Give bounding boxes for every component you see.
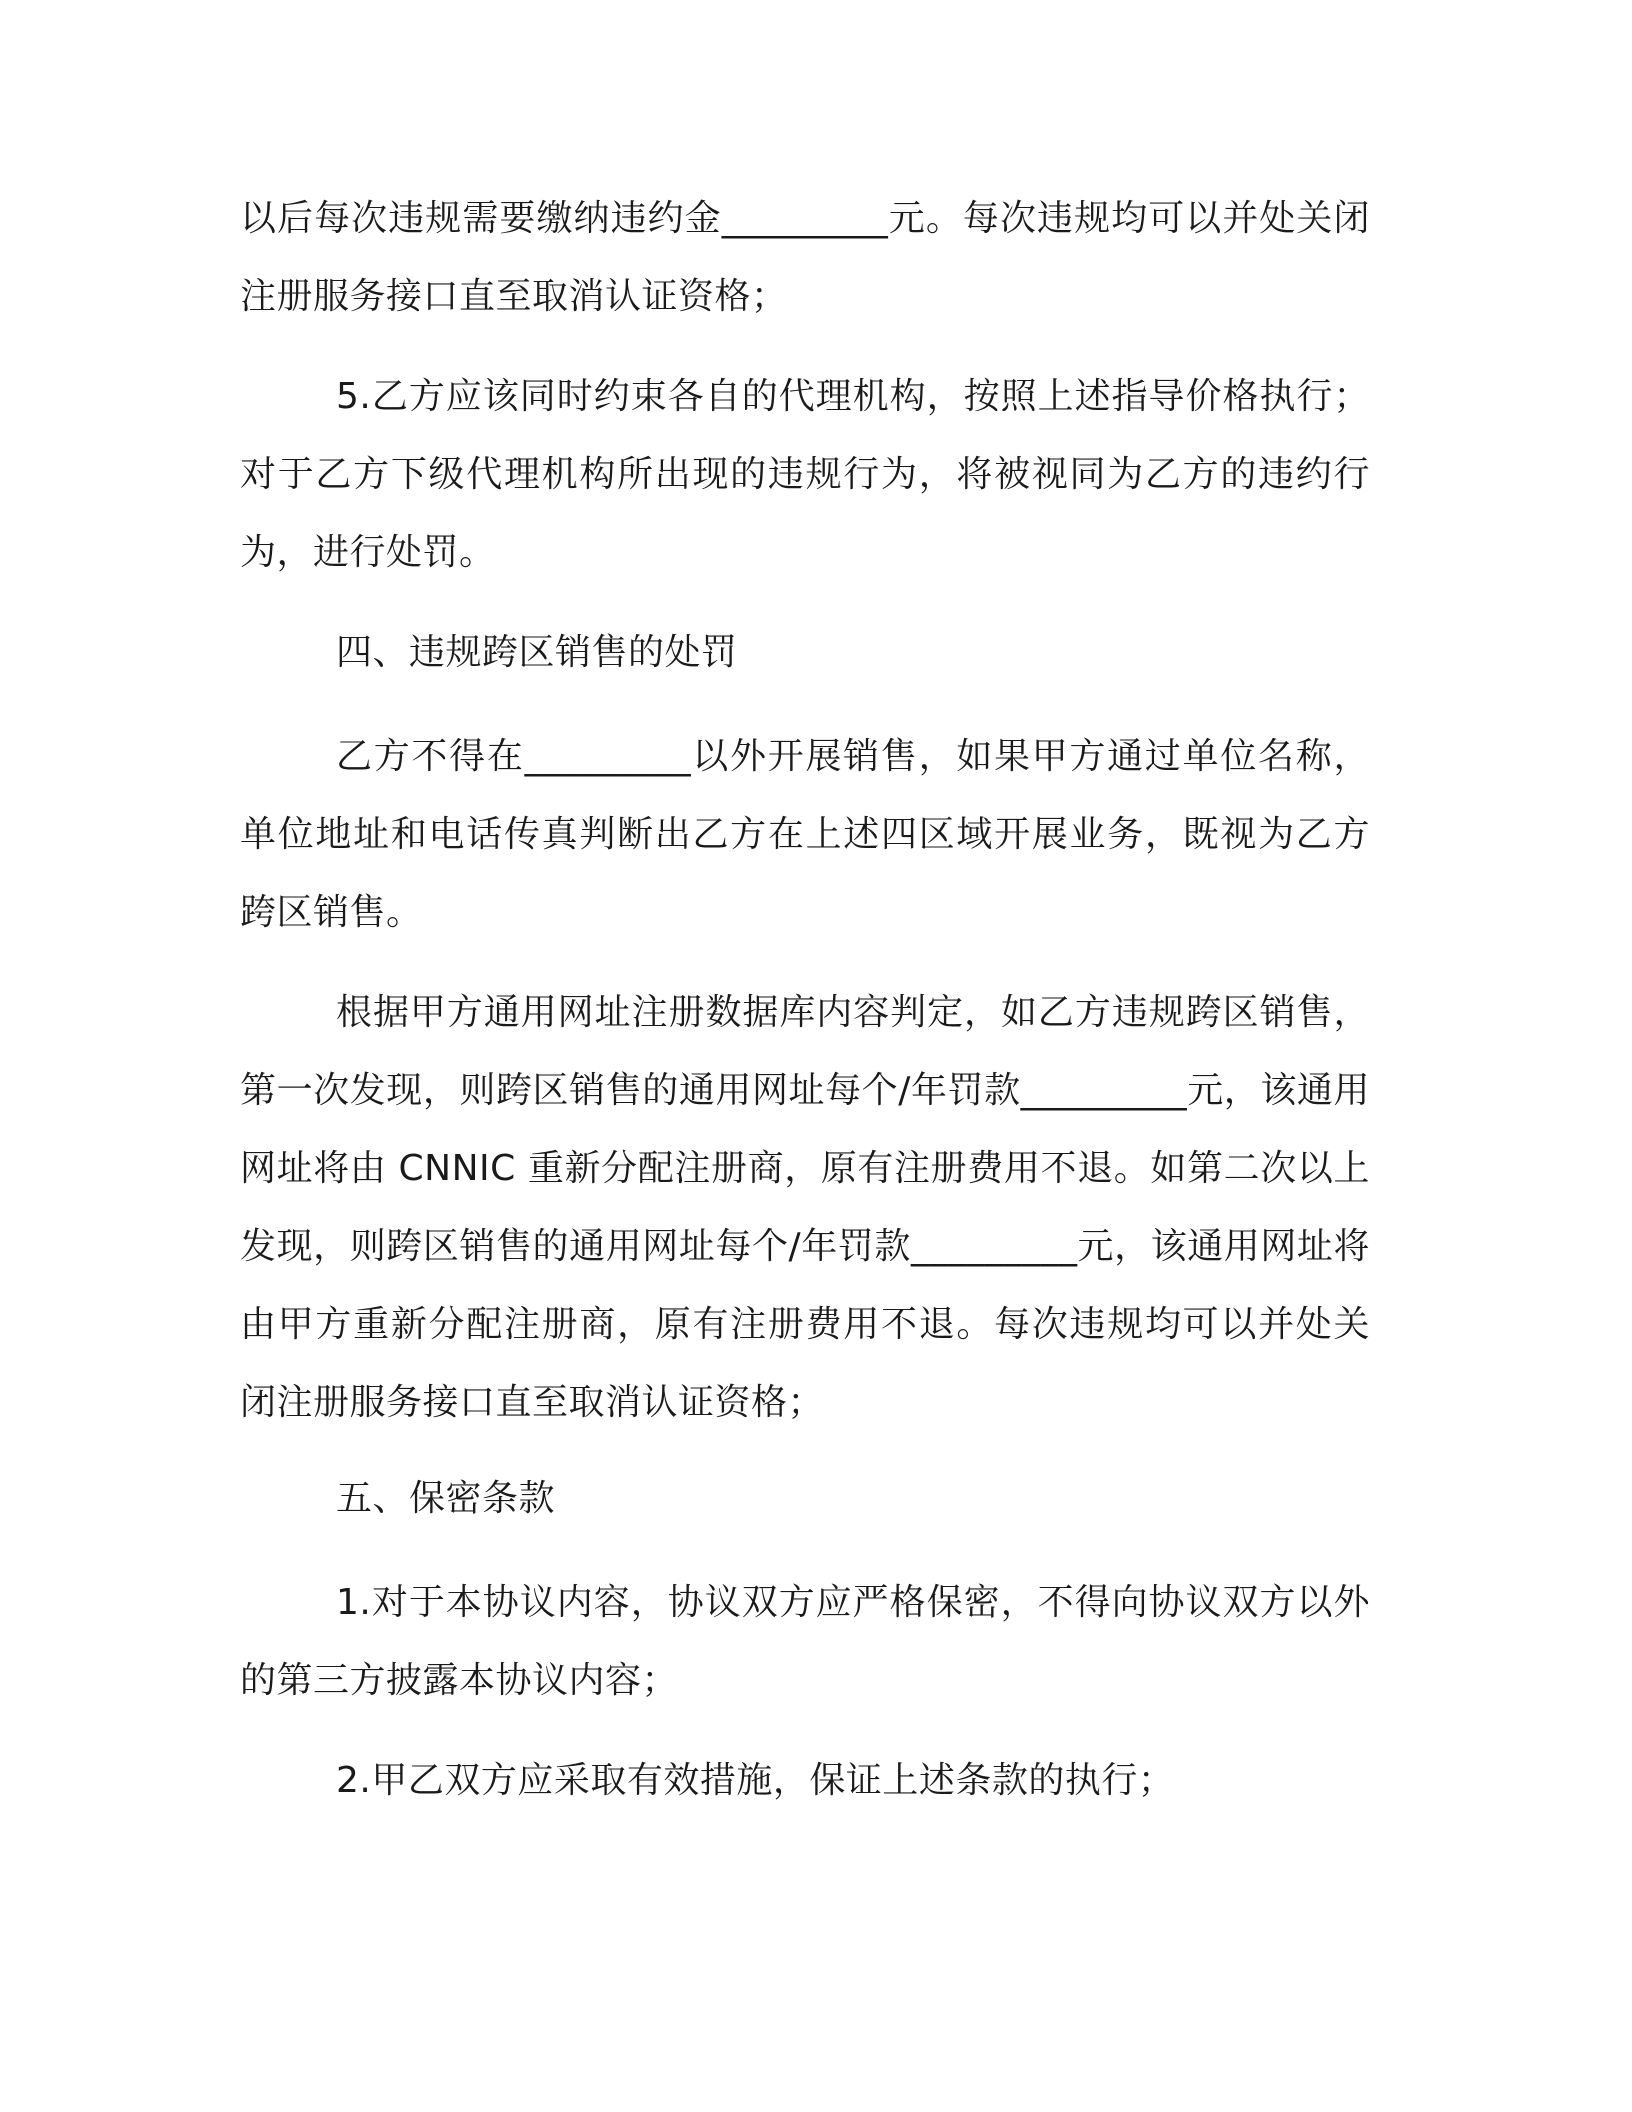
paragraph-text: 根据甲方通用网址注册数据库内容判定，如乙方违规跨区销售，第一次发现，则跨区销售的通用网址每个/年罚款_________元，该通用网址将由 CNNIC 重新分配注册商，原有注册费用不退。如第二次以上发现，则跨区销售的通用网址每个/年罚款_________元，该通用网址将由甲方重新分配注册商，原有注册费用不退。每次违规均可以并处关闭注册服务接口直至取消认证资格； [240, 992, 1370, 1423]
paragraph-agent-constraint [240, 358, 1370, 592]
paragraph-text: 以后每次违规需要缴纳违约金_________元。每次违规均可以并处关闭注册服务接口直至取消认证资格； [240, 198, 1370, 317]
section-heading-confidentiality [240, 1460, 1370, 1538]
paragraph-confidentiality-1 [240, 1564, 1370, 1720]
paragraph-confidentiality-2 [240, 1742, 1370, 1820]
paragraph-text: 5.乙方应该同时约束各自的代理机构，按照上述指导价格执行；对于乙方下级代理机构所出现的违规行为，将被视同为乙方的违约行为，进行处罚。 [240, 376, 1370, 573]
paragraph-penalty-continuation [240, 180, 1370, 336]
paragraph-region-restriction [240, 718, 1370, 952]
section-title: 五、保密条款 [336, 1478, 556, 1519]
paragraph-cross-region-penalty [240, 974, 1370, 1442]
section-title: 四、违规跨区销售的处罚 [336, 632, 738, 673]
paragraph-text: 2.甲乙双方应采取有效措施，保证上述条款的执行； [336, 1760, 1175, 1801]
paragraph-text: 乙方不得在_________以外开展销售，如果甲方通过单位名称，单位地址和电话传真判断出乙方在上述四区域开展业务，既视为乙方跨区销售。 [240, 736, 1370, 933]
section-heading-cross-region [240, 614, 1370, 692]
paragraph-text: 1.对于本协议内容，协议双方应严格保密，不得向协议双方以外的第三方披露本协议内容； [240, 1582, 1370, 1701]
